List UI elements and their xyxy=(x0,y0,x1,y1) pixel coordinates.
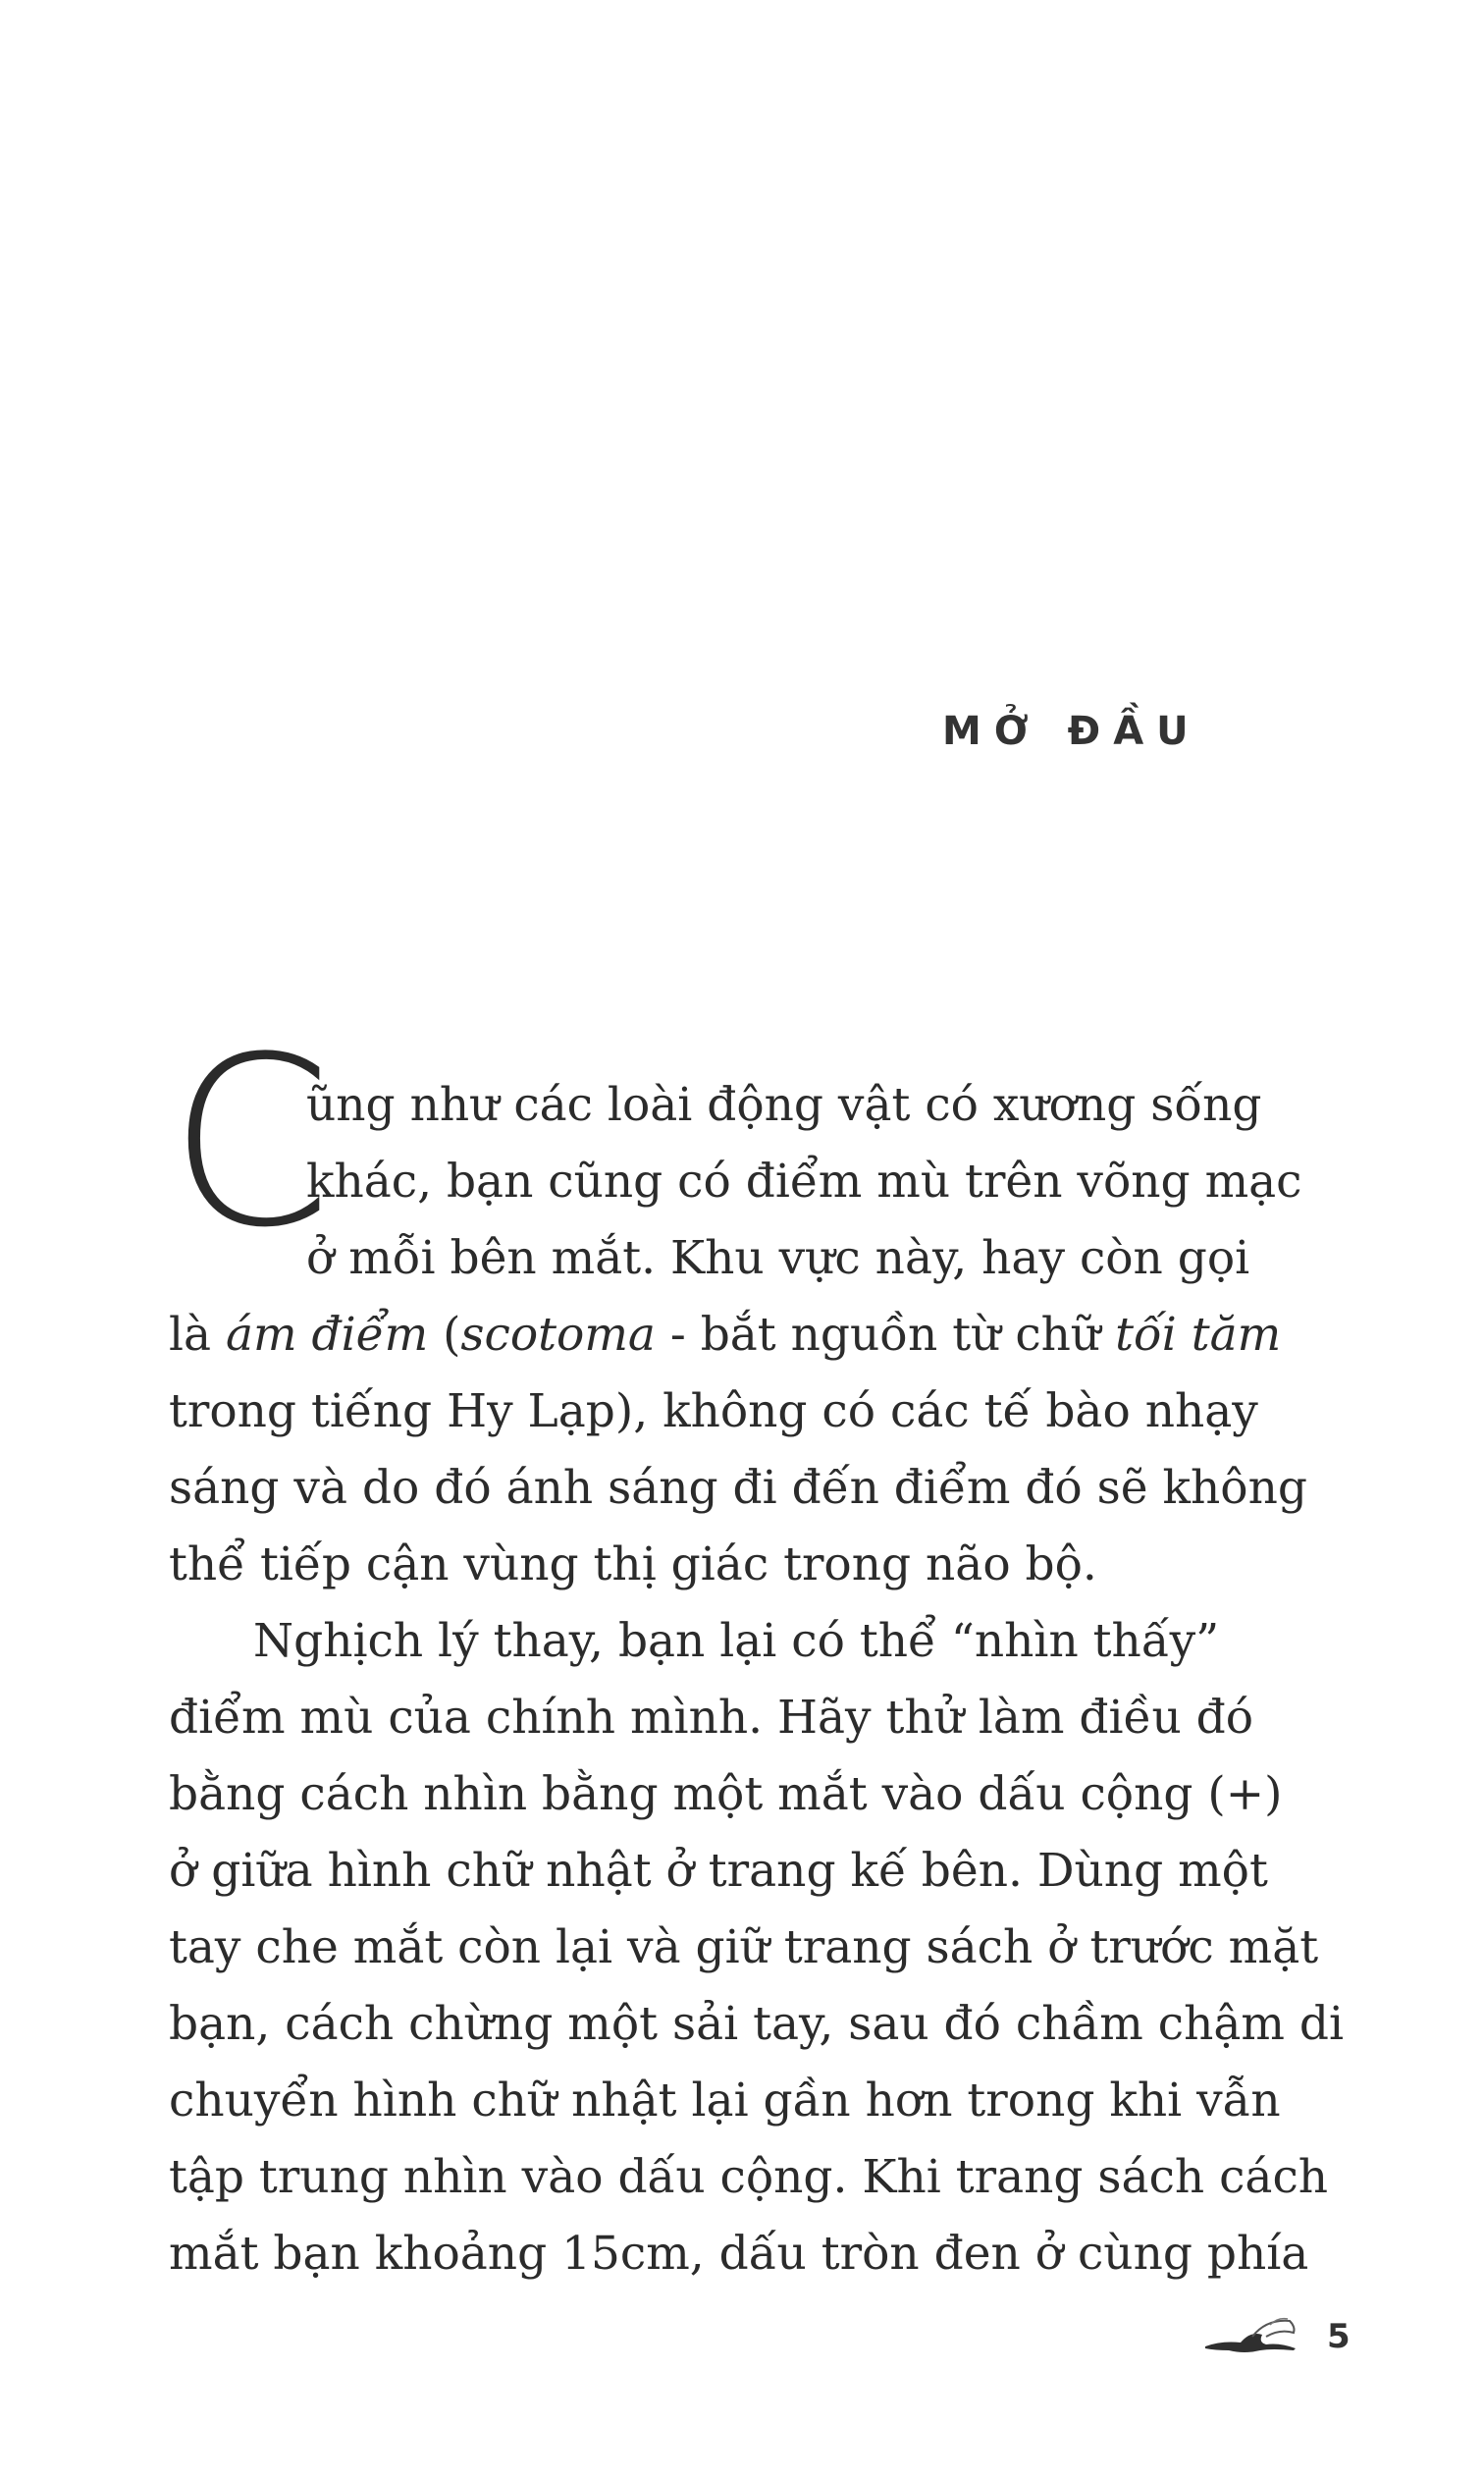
text-run: sáng và do đó ánh sáng đi đến điểm đó sẽ không xyxy=(169,1461,1307,1515)
paragraph-line xyxy=(169,1844,1268,1899)
paragraph-line xyxy=(169,1308,1281,1363)
paragraph-line xyxy=(169,1767,1282,1822)
text-run: mắt bạn khoảng 15cm, dấu tròn đen ở cùng phía xyxy=(169,2227,1309,2281)
text-run: Nghịch lý thay, bạn lại có thể “nhìn thấy” xyxy=(253,1614,1220,1668)
text-run: tay che mắt còn lại và giữ trang sách ở trước mặt xyxy=(169,1920,1319,1974)
page-number: 5 xyxy=(1327,2317,1351,2356)
bird-ornament-icon xyxy=(1201,2313,1309,2360)
text-run: trong tiếng Hy Lạp), không có các tế bào nhạy xyxy=(169,1384,1258,1438)
paragraph-line xyxy=(169,1920,1318,1975)
text-run: là xyxy=(169,1308,226,1362)
paragraph-line xyxy=(169,2074,1281,2128)
chapter-title: MỞ ĐẦU xyxy=(942,709,1201,754)
paragraph-line xyxy=(306,1231,1249,1286)
text-run: ũng như các loài động vật có xương sống xyxy=(306,1078,1262,1132)
text-run: thể tiếp cận vùng thị giác trong não bộ. xyxy=(169,1537,1097,1591)
paragraph-line xyxy=(169,1691,1253,1746)
drop-cap: C xyxy=(169,1007,333,1279)
italic-term: tối tăm xyxy=(1115,1308,1282,1362)
paragraph-line xyxy=(169,1537,1097,1592)
text-run: tập trung nhìn vào dấu cộng. Khi trang sách cách xyxy=(169,2150,1329,2204)
text-run: khác, bạn cũng có điểm mù trên võng mạc xyxy=(306,1155,1302,1209)
page-footer xyxy=(1201,2307,1351,2366)
text-run: - bắt nguồn từ chữ xyxy=(655,1308,1116,1362)
paragraph-line xyxy=(253,1614,1219,1669)
text-run: điểm mù của chính mình. Hãy thử làm điều đó xyxy=(169,1691,1254,1745)
paragraph-line xyxy=(169,1461,1307,1516)
text-run: chuyển hình chữ nhật lại gần hơn trong khi vẫn xyxy=(169,2074,1281,2128)
paragraph-line xyxy=(306,1078,1261,1133)
paragraph-line xyxy=(169,1997,1344,2052)
text-run: bằng cách nhìn bằng một mắt vào dấu cộng (+) xyxy=(169,1767,1283,1821)
text-run: ở giữa hình chữ nhật ở trang kế bên. Dùng một xyxy=(169,1844,1268,1898)
text-run: bạn, cách chừng một sải tay, sau đó chầm chậm di xyxy=(169,1997,1345,2051)
paragraph-line xyxy=(306,1155,1302,1210)
paragraph-line xyxy=(169,2227,1308,2282)
text-run: ở mỗi bên mắt. Khu vực này, hay còn gọi xyxy=(306,1231,1250,1285)
text-run: ( xyxy=(428,1308,461,1362)
italic-term: scotoma xyxy=(460,1308,656,1362)
italic-term: ám điểm xyxy=(226,1308,429,1362)
paragraph-line xyxy=(169,2150,1328,2205)
paragraph-line xyxy=(169,1384,1258,1439)
